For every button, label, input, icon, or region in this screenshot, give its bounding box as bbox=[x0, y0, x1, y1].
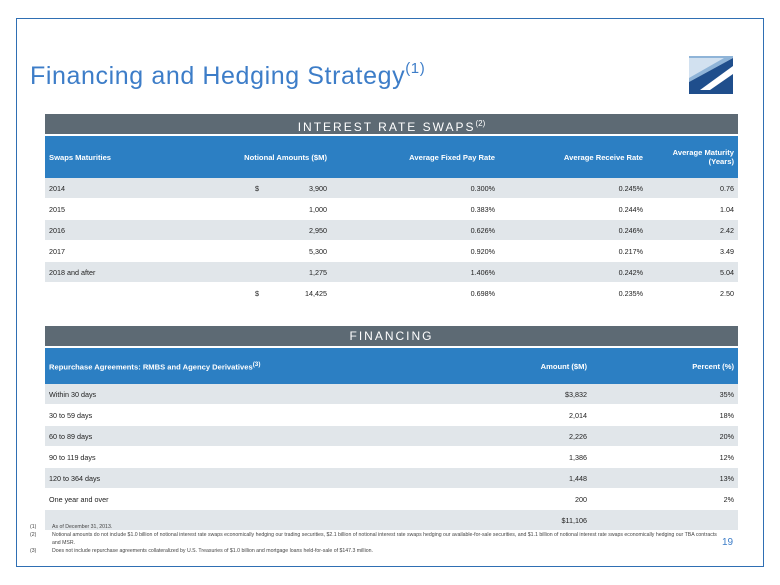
row-maturity: 2017 bbox=[45, 241, 173, 262]
swaps-header-row bbox=[45, 136, 738, 178]
row-amount: 2,226 bbox=[393, 426, 591, 447]
row-amount: 1,448 bbox=[393, 468, 591, 489]
col-header-receive-rate: Average Receive Rate bbox=[499, 136, 647, 178]
page-title: Financing and Hedging Strategy$^{(1)}$ bbox=[30, 60, 426, 90]
row-label: Within 30 days bbox=[45, 384, 393, 405]
table-row bbox=[45, 468, 738, 489]
row-avg-maturity: 1.04 bbox=[647, 199, 738, 220]
row-notional: 5,300 bbox=[173, 241, 331, 262]
table-row bbox=[45, 426, 738, 447]
row-label: 120 to 364 days bbox=[45, 468, 393, 489]
footnotes bbox=[30, 523, 720, 555]
row-fixed-rate: 0.920% bbox=[331, 241, 499, 262]
row-label: 60 to 89 days bbox=[45, 426, 393, 447]
row-notional: 1,000 bbox=[173, 199, 331, 220]
table-row bbox=[45, 178, 738, 199]
row-avg-maturity: 0.76 bbox=[647, 178, 738, 199]
row-amount: $3,832 bbox=[393, 384, 591, 405]
row-amount: 200 bbox=[393, 489, 591, 510]
row-notional: 1,275 bbox=[173, 262, 331, 283]
col-header-percent: Percent (%) bbox=[591, 348, 738, 384]
row-avg-maturity: 3.49 bbox=[647, 241, 738, 262]
total-fixed-rate: 0.698% bbox=[331, 283, 499, 304]
table-row bbox=[45, 220, 738, 241]
row-fixed-rate: 1.406% bbox=[331, 262, 499, 283]
col-header-notional: Notional Amounts ($M) bbox=[173, 136, 331, 178]
row-amount: 1,386 bbox=[393, 447, 591, 468]
row-avg-maturity: 5.04 bbox=[647, 262, 738, 283]
footnote: (3) Does not include repurchase agreements collateralized by U.S. Treasuries of $1.0 billion and mortgage loans held-for-sale of $147.3 million. bbox=[30, 548, 373, 554]
footnote: (1) As of December 31, 2013. bbox=[30, 524, 113, 530]
swaps-table bbox=[45, 136, 738, 304]
row-fixed-rate: 0.383% bbox=[331, 199, 499, 220]
table-row bbox=[45, 262, 738, 283]
row-amount: 2,014 bbox=[393, 405, 591, 426]
total-amount: $11,106 bbox=[393, 510, 591, 531]
company-logo-icon bbox=[686, 52, 736, 98]
row-fixed-rate: 0.300% bbox=[331, 178, 499, 199]
row-percent: 13% bbox=[591, 468, 738, 489]
table-row bbox=[45, 489, 738, 510]
row-label: 30 to 59 days bbox=[45, 405, 393, 426]
table-row bbox=[45, 199, 738, 220]
row-receive-rate: 0.244% bbox=[499, 199, 647, 220]
row-percent: 35% bbox=[591, 384, 738, 405]
row-avg-maturity: 2.42 bbox=[647, 220, 738, 241]
row-maturity: 2014 bbox=[45, 178, 173, 199]
row-label: One year and over bbox=[45, 489, 393, 510]
row-notional: $ 3,900 bbox=[173, 178, 331, 199]
row-label: 90 to 119 days bbox=[45, 447, 393, 468]
col-header-maturity: Swaps Maturities bbox=[45, 136, 173, 178]
financing-table bbox=[45, 348, 738, 531]
financing-header-row bbox=[45, 348, 738, 384]
row-maturity: 2018 and after bbox=[45, 262, 173, 283]
row-maturity: 2015 bbox=[45, 199, 173, 220]
row-notional: 2,950 bbox=[173, 220, 331, 241]
row-percent: 12% bbox=[591, 447, 738, 468]
table-row bbox=[45, 447, 738, 468]
total-notional: $ 14,425 bbox=[173, 283, 331, 304]
total-maturity bbox=[45, 283, 173, 304]
col-header-fixed-rate: Average Fixed Pay Rate bbox=[331, 136, 499, 178]
col-header-amount: Amount ($M) bbox=[393, 348, 591, 384]
row-percent: 2% bbox=[591, 489, 738, 510]
row-receive-rate: 0.217% bbox=[499, 241, 647, 262]
footnote: (2) Notional amounts do not include $1.0 billion of notional interest rate swaps economically hedging our trading securities, $2.1 billion of notional interest rate swaps hedging our available-for-sale securities, and $1.1 billion of notional interest rate swaps economically hedging our TBA contracts and MSR. bbox=[30, 532, 717, 546]
table-row bbox=[45, 384, 738, 405]
row-fixed-rate: 0.626% bbox=[331, 220, 499, 241]
total-receive-rate: 0.235% bbox=[499, 283, 647, 304]
page-number: 19 bbox=[722, 537, 734, 548]
col-header-avg-maturity: Average Maturity (Years) bbox=[647, 136, 738, 178]
row-maturity: 2016 bbox=[45, 220, 173, 241]
col-header-repo: Repurchase Agreements: RMBS and Agency Derivatives$^{(3)}$ bbox=[45, 348, 393, 384]
table-row bbox=[45, 405, 738, 426]
table-row bbox=[45, 241, 738, 262]
total-avg-maturity: 2.50 bbox=[647, 283, 738, 304]
row-percent: 18% bbox=[591, 405, 738, 426]
financing-section-header: FINANCING bbox=[45, 326, 738, 346]
table-total-row bbox=[45, 283, 738, 304]
row-percent: 20% bbox=[591, 426, 738, 447]
swaps-section-header: INTEREST RATE SWAPS$^{(2)}$ bbox=[45, 114, 738, 134]
row-receive-rate: 0.246% bbox=[499, 220, 647, 241]
row-receive-rate: 0.245% bbox=[499, 178, 647, 199]
row-receive-rate: 0.242% bbox=[499, 262, 647, 283]
